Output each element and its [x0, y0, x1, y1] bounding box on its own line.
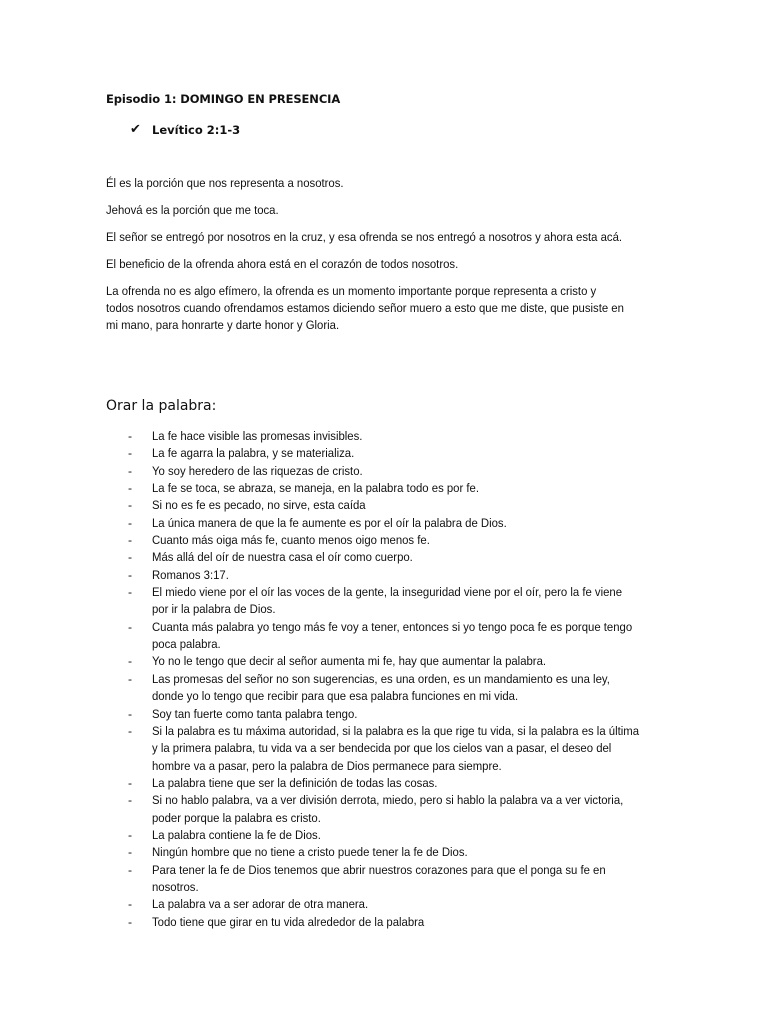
list-item — [128, 706, 678, 723]
list-item-text: La fe agarra la palabra, y se materializa. — [152, 446, 355, 461]
bullet-dash: - — [128, 723, 133, 738]
list-item-text: Cuanto más oiga más fe, cuanto menos oigo menos fe. — [152, 533, 430, 548]
paragraph: La ofrenda no es algo efímero, la ofrenda es un momento importante porque representa a cristo y todos nosotros cuando ofrendamos estamos diciendo señor muero a esto que me diste, que pusiste en mi mano, para honrarte y darte honor y Gloria. — [106, 283, 624, 333]
bullet-dash: - — [128, 897, 133, 912]
list-item — [128, 549, 678, 566]
list-item-text: El miedo viene por el oír las voces de la gente, la inseguridad viene por el oír, pero la fe viene por ir la palabra de Dios. — [152, 585, 623, 617]
bullet-dash: - — [128, 481, 133, 496]
bullet-dash: - — [128, 498, 133, 513]
paragraph: Él es la porción que nos representa a nosotros. — [106, 176, 344, 190]
scripture-reference — [130, 122, 240, 137]
list-item-text: La palabra contiene la fe de Dios. — [152, 827, 321, 842]
bullet-dash: - — [128, 793, 133, 808]
list-item — [128, 428, 678, 445]
bullet-dash: - — [128, 585, 133, 600]
bullet-dash: - — [128, 845, 133, 860]
list-item-text: Todo tiene que girar en tu vida alrededor de la palabra — [152, 914, 425, 929]
bullet-dash: - — [128, 827, 133, 842]
list-item — [128, 619, 678, 654]
bullet-dash: - — [128, 775, 133, 790]
list-item — [128, 827, 678, 844]
list-item-text: La fe hace visible las promesas invisibles. — [152, 429, 363, 443]
bullet-dash: - — [128, 671, 133, 686]
bullet-dash: - — [128, 463, 133, 478]
list-item-text: La palabra tiene que ser la definición de todas las cosas. — [152, 775, 438, 790]
bullet-dash: - — [128, 706, 133, 721]
list-item-text: Ningún hombre que no tiene a cristo puede tener la fe de Dios. — [152, 845, 468, 860]
body-paragraphs — [106, 175, 627, 344]
bullet-dash: - — [128, 914, 133, 929]
list-item — [128, 653, 678, 670]
list-item — [128, 792, 678, 827]
bullet-dash: - — [128, 533, 133, 548]
list-item — [128, 480, 678, 497]
bullet-dash: - — [128, 619, 133, 634]
bullet-list — [128, 428, 678, 931]
list-item-text: Las promesas del señor no son sugerencias, es una orden, es un mandamiento es una ley, donde yo lo tengo que recibir para que esa palabra funciones en mi vida. — [152, 671, 610, 704]
list-item — [128, 584, 678, 619]
list-item-text: Soy tan fuerte como tanta palabra tengo. — [152, 706, 358, 721]
list-item — [128, 463, 678, 480]
list-item — [128, 723, 678, 775]
paragraph: El beneficio de la ofrenda ahora está en el corazón de todos nosotros. — [106, 256, 459, 271]
list-item-text: Si no es fe es pecado, no sirve, esta caída — [152, 498, 366, 513]
list-item — [128, 844, 678, 861]
paragraph: Jehová es la porción que me toca. — [106, 202, 279, 217]
list-item-text: La fe se toca, se abraza, se maneja, en la palabra todo es por fe. — [152, 481, 480, 496]
list-item-text: Romanos 3:17. — [152, 567, 229, 582]
list-item — [128, 775, 678, 792]
list-item — [128, 567, 678, 584]
list-item-text: Yo no le tengo que decir al señor aumenta mi fe, hay que aumentar la palabra. — [152, 654, 547, 669]
list-item — [128, 896, 678, 913]
bullet-dash: - — [128, 654, 133, 669]
list-item-text: Si la palabra es tu máxima autoridad, si la palabra es la que rige tu vida, si la palabra es la última y la primera palabra, tu vida va a ser bendecida por que los cielos van a pasar, el deseo del hombre va a pasar, pero la palabra de Dios permanece para siempre. — [152, 723, 640, 773]
list-item — [128, 532, 678, 549]
list-item — [128, 445, 678, 462]
list-item — [128, 671, 678, 706]
list-item-text: La única manera de que la fe aumente es por el oír la palabra de Dios. — [152, 515, 507, 530]
list-item-text: Más allá del oír de nuestra casa el oír como cuerpo. — [152, 550, 413, 565]
list-item — [128, 497, 678, 514]
list-item-text: La palabra va a ser adorar de otra manera. — [152, 897, 369, 912]
bullet-dash: - — [128, 550, 133, 565]
list-item-text: Cuanta más palabra yo tengo más fe voy a tener, entonces si yo tengo poca fe es porque tengo poca palabra. — [152, 619, 633, 652]
list-item-text: Si no hablo palabra, va a ver división derrota, miedo, pero si hablo la palabra va a ver victoria, poder porque la palabra es cristo. — [152, 793, 624, 825]
bullet-dash: - — [128, 429, 133, 443]
bullet-dash: - — [128, 446, 133, 461]
list-item-text: Yo soy heredero de las riquezas de cristo. — [152, 463, 363, 478]
checkmark-icon: ✔ — [130, 122, 141, 137]
list-item — [128, 515, 678, 532]
list-item — [128, 862, 678, 897]
section-title: Orar la palabra: — [106, 398, 217, 414]
list-item-text: Para tener la fe de Dios tenemos que abrir nuestros corazones para que el ponga su fe en nosotros. — [152, 862, 606, 894]
paragraph: El señor se entregó por nosotros en la cruz, y esa ofrenda se nos entregó a nosotros y ahora esta acá. — [106, 229, 623, 244]
bullet-dash: - — [128, 567, 133, 582]
bullet-dash: - — [128, 515, 133, 530]
scripture-reference-label: Levítico 2:1-3 — [152, 122, 241, 137]
episode-heading: Episodio 1: DOMINGO EN PRESENCIA — [106, 92, 341, 106]
bullet-dash: - — [128, 862, 133, 877]
list-item — [128, 914, 678, 931]
